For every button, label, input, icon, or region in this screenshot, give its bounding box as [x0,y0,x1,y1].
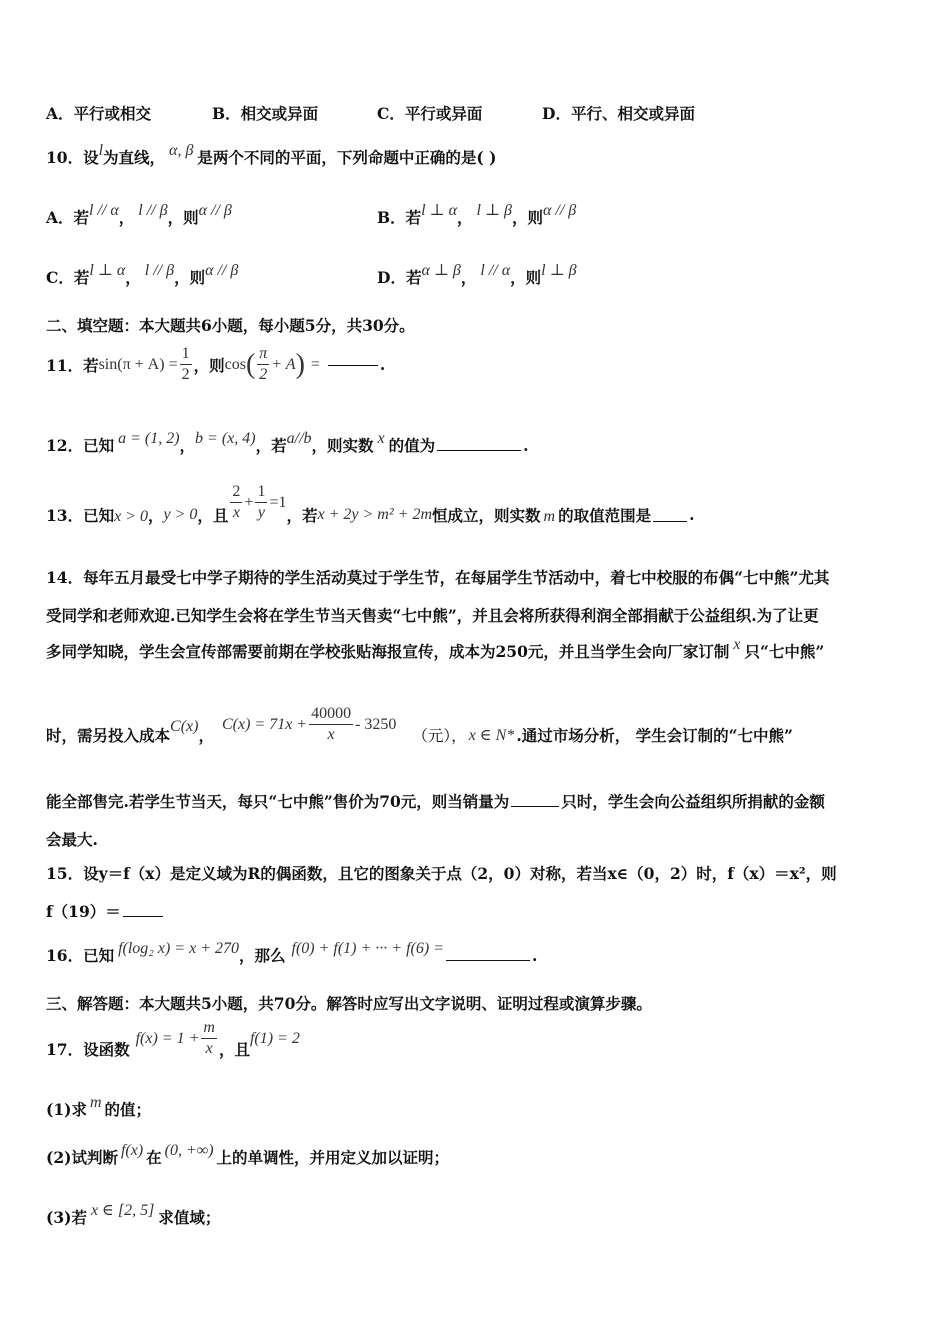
q10-b-cond2: l ⊥ β [476,202,512,219]
q13-and: ，且 [197,505,229,525]
q10-text: 为直线， [103,148,166,167]
q14-line5-text: 能全部售完.若学生节当天，每只“七中熊”售价为70元，则当销量为 [46,792,510,811]
q12-if: ，若 [255,436,287,455]
q10-number: 10．设 [46,148,99,167]
q13-tail: 的取值范围是 [558,505,652,525]
q16 [46,940,910,966]
q16-sum: f(0) + f(1) + ··· + f(6) = [291,940,444,957]
q10-a-label: A．若 [46,208,90,227]
q14-frac-num: 40000 [309,704,353,725]
q13-if: ，若 [286,505,318,525]
q12-vector-b: b = (x, 4) [195,430,256,447]
q16-period: . [532,946,538,965]
q9-option-a: A．平行或相交 [46,104,152,123]
q10-d-cond1: α ⊥ β [421,262,461,279]
q10-c-label: C．若 [46,268,90,287]
q12-answer-blank[interactable] [437,449,521,451]
q13 [46,482,910,523]
q10-planes: α, β [169,142,194,159]
q14-frac-den: x [327,726,335,743]
q11-right-paren: ) [295,348,305,380]
q10-d-cond2: l // α [480,262,511,279]
q10-stem [46,142,910,168]
q14-comma: ， [198,725,214,745]
q17-and: ，且 [218,1039,250,1059]
q14-line6: 会最大. [46,830,98,849]
q10-option-a [46,202,232,228]
q17-part2-in: 在 [146,1148,162,1167]
q14-line3-tail: 只“七中熊” [744,642,825,661]
q10-option-c [46,262,239,288]
q15-line1: 15．设y＝f（x）是定义域为R的偶函数，且它的图象关于点（2，0）对称，若当x∈（0，2）时，f（x）＝x²，则 [46,864,837,883]
q11-equals: = [310,355,320,373]
q14-answer-blank[interactable] [511,805,559,807]
q11-pi-num: π [257,344,269,365]
q10-b-comma: ， [457,208,473,227]
q10-a-then: ，则 [167,208,199,227]
q14-line2: 受同学和老师欢迎.已知学生会将在学生节当天售卖“七中熊”，并且会将所获得利润全部捐献于公益组织.为了让更 [46,606,819,625]
q14-cost-fn: C(x) [170,717,199,735]
section2-heading: 二、填空题：本大题共6小题，每小题5分，共30分。 [46,316,415,335]
q13-equals-one: =1 [269,493,287,511]
q13-frac1-num: 2 [230,482,242,503]
q10-c-cond1: l ⊥ α [89,262,126,279]
q11-pi-fraction [257,344,269,385]
q10-question: 是两个不同的平面，下列命题中正确的是( ) [197,148,497,167]
q9-option-c: C．平行或异面 [377,104,483,123]
q10-a-comma: ， [118,208,135,227]
q12-text: ，则实数 [311,436,374,455]
q11-sin-expr: sin(π + A) = [98,355,178,373]
q13-frac2-den: y [257,504,265,521]
q17-function: f(x) = 1 + [135,1029,200,1047]
q17-part3-domain: x ∈ [2, 5] [90,1202,155,1219]
q12 [46,430,910,456]
q11-half-num: 1 [180,344,192,365]
q16-text: ，那么 [238,946,286,965]
q13-frac1 [230,482,242,523]
q11-period: . [379,355,386,374]
q17-frac-num: m [201,1018,217,1039]
q11-half-fraction [180,344,192,385]
q14-fraction [309,704,353,745]
q10-option-b [377,202,577,228]
q14-line5 [46,790,910,812]
q10-d-label: D．若 [377,268,422,287]
q11-left-paren: ( [245,348,256,380]
q10-c-cond2: l // β [144,262,175,279]
q11-plus-a: + A [271,355,296,373]
q12-parallel: a//b [286,430,312,447]
q13-frac1-den: x [232,504,240,521]
q10-a-cond1: l // α [89,202,119,219]
q13-text: 恒成立，则实数 [432,505,541,525]
q13-inequality: x + 2y > m² + 2m [317,505,432,523]
q11-cos: cos [224,355,246,373]
q17-part2 [46,1142,910,1168]
q11-number: 11．若 [46,355,99,375]
q14-minus-const: - 3250 [355,715,397,733]
q17-part1-m: m [89,1094,102,1111]
q17-part2-f: f(x) [120,1142,144,1159]
q13-cond-x: x > 0 [114,507,148,525]
q17-frac-den: x [205,1040,213,1057]
q17-part3 [46,1202,910,1228]
q14-line4-text: 时，需另投入成本 [46,725,171,745]
q15-answer-blank[interactable] [123,915,163,917]
q14-x: x [733,636,741,653]
q17-part1-label: (1)求 [46,1100,87,1119]
q15-line2 [46,900,910,922]
q12-vector-a: a = (1, 2) [118,430,180,447]
q17-part1-tail: 的值； [104,1100,152,1119]
q16-number: 16．已知 [46,946,115,965]
q17-fraction [201,1018,217,1059]
q14-line3-text: 多同学知晓，学生会宣传部需要前期在学校张贴海报宣传，成本为250元，并且当学生会向厂家订制 [46,642,730,661]
q10-c-comma: ， [125,268,141,287]
q13-plus: + [244,493,254,511]
q11-answer-blank[interactable] [328,364,378,366]
q10-a-cond2: l // β [138,202,168,219]
q14-cost-def: C(x) = 71x + [221,715,308,733]
q16-given: f(log₂ x) = x + 270 [118,940,239,957]
q13-number: 13．已知 [46,505,115,525]
q17-part2-tail: 上的单调性，并用定义加以证明； [216,1148,450,1167]
q12-x: x [377,430,385,447]
q14-line4 [46,704,910,745]
q17-part2-interval: (0, +∞) [164,1142,214,1159]
q11-half-den: 2 [181,366,190,383]
q13-frac2 [255,482,267,523]
q10-c-concl: α // β [205,262,239,279]
q10-line-l: l [98,142,104,159]
q17-condition: f(1) = 2 [249,1029,300,1047]
q9-option-b: B．相交或异面 [212,104,319,123]
q10-d-comma: ， [460,268,477,287]
q17-part2-label: (2)试判断 [46,1148,118,1167]
q16-answer-blank[interactable] [446,959,530,961]
q11-then: ，则 [193,355,225,375]
q11-pi-den: 2 [259,366,268,383]
q17-part3-tail: 求值域； [158,1208,221,1227]
q10-d-concl: l ⊥ β [541,262,577,279]
q13-answer-blank[interactable] [653,520,687,522]
q10-a-concl: α // β [198,202,232,219]
q17-number: 17．设函数 [46,1039,130,1059]
q14-line1: 14．每年五月最受七中学子期待的学生活动莫过于学生节，在每届学生节活动中，着七中校服的布偶“七中熊”尤其 [46,568,830,587]
q13-comma: ， [147,505,164,525]
q11 [46,344,910,385]
section3-heading: 三、解答题：本大题共5小题，共70分。解答时应写出文字说明、证明过程或演算步骤。 [46,994,652,1013]
q10-b-cond1: l ⊥ α [421,202,457,219]
q10-b-concl: α // β [543,202,577,219]
q9-option-d: D．平行、相交或异面 [542,104,695,123]
q17-part3-label: (3)若 [46,1208,87,1227]
q14-line3 [46,636,910,662]
q12-tail: 的值为 [388,436,436,455]
q15-expr: f（19）＝ [46,902,121,921]
q14-unit: （元）， [412,726,467,745]
q13-m: m [543,507,556,525]
q12-comma: ， [179,436,196,455]
q13-period: . [689,505,695,524]
q10-b-label: B．若 [377,208,422,227]
q10-b-then: ，则 [511,208,543,227]
q17-stem [46,1018,910,1059]
q10-option-d [377,262,577,288]
q13-cond-y: y > 0 [163,505,198,523]
q14-line5-tail: 只时，学生会向公益组织所捐献的金额 [561,792,825,811]
q12-period: . [523,436,529,455]
q14-line4-tail: .通过市场分析， 学生会订制的“七中熊” [516,725,793,745]
q17-part1 [46,1094,910,1120]
q13-frac2-num: 1 [255,482,267,503]
q12-number: 12．已知 [46,436,115,455]
q14-domain: x ∈ N* [468,726,515,744]
q10-d-then: ，则 [510,268,542,287]
q10-c-then: ，则 [174,268,206,287]
